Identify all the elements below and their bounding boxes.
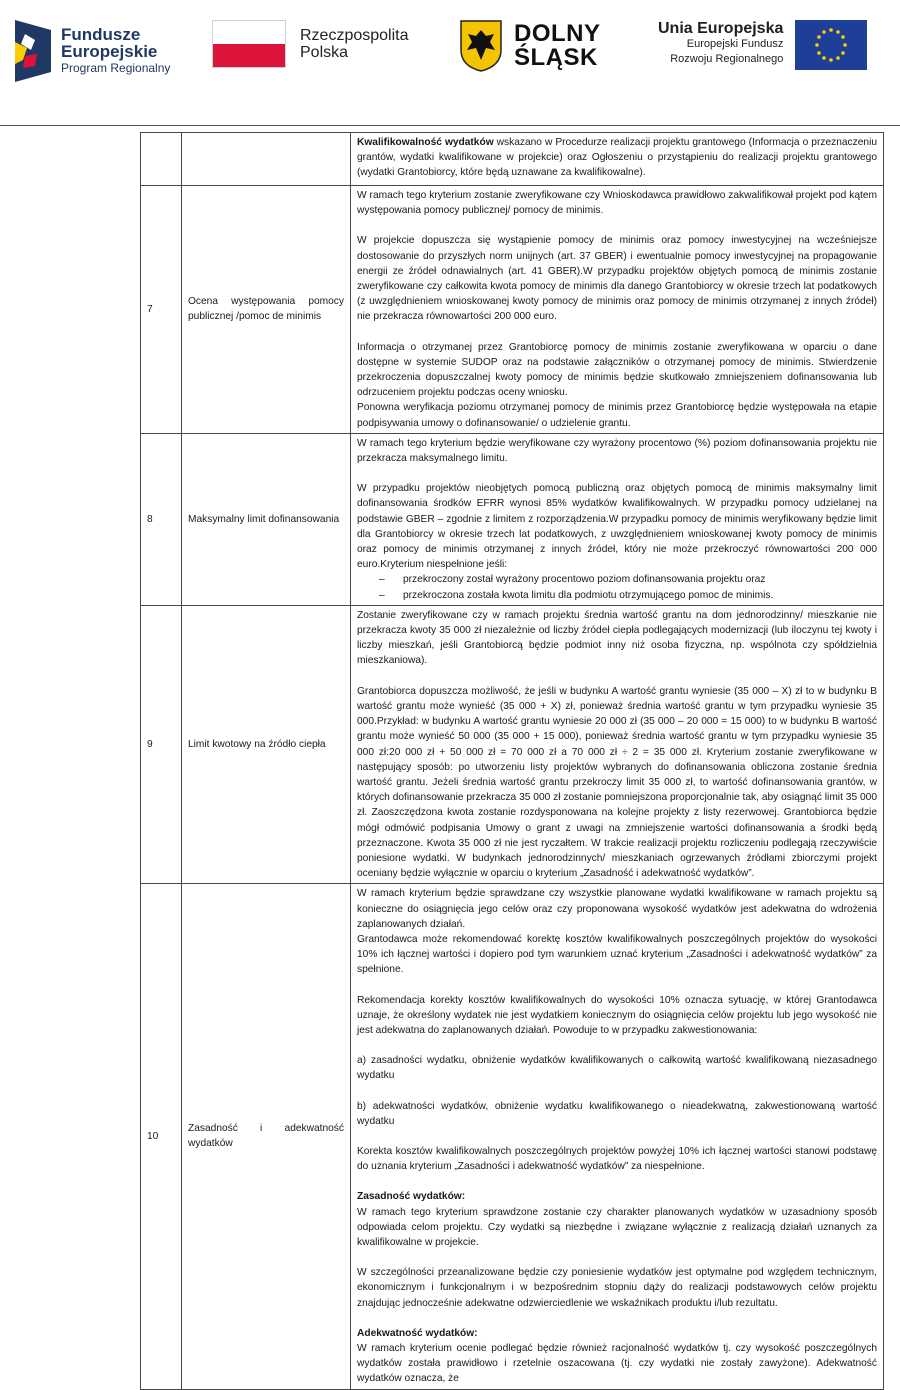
page-header (0, 0, 900, 105)
logo-fundusze-europejskie (15, 20, 170, 82)
rp-line1: Rzeczpospolita (300, 27, 409, 44)
paragraph: W projekcie dopuszcza się wystąpienie pomocy de minimis oraz pomocy inwestycyjnej na wcześniejsze dostosowanie do przyszłych norm unijnych (art. 37 GBER) i ewentualnie pomocy inwestycyjnej na propagowanie energii ze źródeł odnawialnych (art. 41 GBER).W przypadku projektów objętych pomocą de minimis zostanie zweryfikowane czy całkowita kwota pomocy de minimis dla danego Grantobiorcy w okresie trzech lat podatkowych (z uwzględnieniem wnioskowanej kwoty pomocy de minimis oraz pomocy de minimis otrzymanej z innych źródeł) nie przekracza równowartości 200 000 euro. (357, 235, 877, 323)
criterion-number: 7 (141, 186, 182, 434)
list-item: – przekroczony został wyrażony procentowo poziom dofinansowania projektu oraz (379, 572, 877, 587)
criterion-number: 10 (141, 884, 182, 1389)
rp-line2: Polska (300, 44, 349, 61)
table-row (141, 133, 884, 186)
header-divider (0, 125, 900, 126)
section-heading: Adekwatność wydatków: (357, 1327, 478, 1339)
paragraph: Rekomendacja korekty kosztów kwalifikowalnych do wysokości 10% oznacza sytuację, w której Grantodawca uznaje, że określony wydatek nie jest wydatkiem koniecznym do osiągnięcia celów projektu lub jego wysokość nie jest adekwatna do zaplanowanych działań. Powoduje to w przypadku zakwestionowania: (357, 994, 877, 1036)
paragraph: W ramach tego kryterium zostanie zweryfikowane czy Wnioskodawca prawidłowo zakwalifikował projekt pod kątem występowania pomocy publicznej/ pomocy de minimis. (357, 190, 877, 217)
criterion-description (351, 884, 884, 1389)
paragraph: Grantodawca może rekomendować korektę kosztów kwalifikowalnych poszczególnych projektów do wysokości 10% ich łącznej wartości i dopiero pod tym warunkiem uznać kryterium „Zasadności i adekwatność wydatków” za spełnione. (357, 933, 877, 976)
paragraph: W ramach tego kryterium sprawdzone zostanie czy charakter planowanych wydatków w uzasadniony sposób odpowiada celom projektu. Czy wydatki są niezbędne i związane wyłącznie z realizacją działań uznanych za kwalifikowalne w projekcie. (357, 1206, 877, 1248)
table-row (141, 433, 884, 605)
criterion-description (351, 186, 884, 434)
criteria-table (140, 132, 884, 1390)
eagle-shield-icon (460, 20, 502, 72)
ds-line1: DOLNY (514, 20, 601, 47)
kwalifikowalnosc-label: Kwalifikowalność wydatków (357, 137, 494, 148)
criterion-name: Maksymalny limit dofinansowania (182, 433, 351, 605)
criterion-description (351, 605, 884, 883)
paragraph: Zostanie zweryfikowane czy w ramach projektu średnia wartość grantu na dom jednorodzinny/ mieszkanie nie przekracza kwoty 35 000 zł niezależnie od liczby źródeł ciepła podlegających modernizacji (lub iloczynu tej kwoty i liczby mieszkań, jeśli Grantobiorcą będzie podmiot inny niż osoba fizyczna, np. wspólnota czy spółdzielnia mieszkaniowa). (357, 609, 877, 667)
polish-flag-icon (212, 20, 286, 68)
criterion-number (141, 133, 182, 186)
criterion-number: 9 (141, 605, 182, 883)
paragraph: Korekta kosztów kwalifikowalnych poszczególnych projektów powyżej 10% ich łącznej wartości stanowi podstawę do uznania kryterium „Zasadności i adekwatność wydatków” za niespełnione. (357, 1145, 877, 1173)
logo-dolny-slask (460, 20, 601, 72)
table-row (141, 884, 884, 1389)
table-row (141, 605, 884, 883)
fe-line1: Fundusze (61, 24, 141, 44)
list-item: – przekroczona została kwota limitu dla podmiotu otrzymującego pomoc de minimis. (379, 588, 877, 603)
logo-rzeczpospolita-polska (212, 20, 409, 68)
eu-flag-icon (795, 20, 867, 70)
paragraph: W szczególności przeanalizowane będzie czy poniesienie wydatków jest optymalne pod względem technicznym, ekonomicznym i funkcjonalnym i w bezpośrednim stopniu dąży do realizacji podstawowych celów projektu znajdując jednocześnie adekwatne odzwierciedlenie we wskaźnikach produktu i/lub rezultatu. (357, 1267, 877, 1309)
paragraph: a) zasadności wydatku, obniżenie wydatków kwalifikowanych o całkowitą wartość kwalifikowaną niezasadnego wydatku (357, 1055, 877, 1082)
criterion-name: Limit kwotowy na źródło ciepła (182, 605, 351, 883)
criterion-name: Ocena występowania pomocy publicznej /pomoc de minimis (182, 186, 351, 434)
criterion-description (351, 133, 884, 186)
paragraph: Ponowna weryfikacja poziomu otrzymanej pomocy de minimis przez Grantobiorcę będzie występowała na etapie podpisywania umowy o dofinansowanie/ o udzielenie grantu. (357, 402, 877, 429)
paragraph: Informacja o otrzymanej przez Grantobiorcę pomocy de minimis zostanie zweryfikowana w oparciu o dane dostępne w systemie SUDOP oraz na podstawie załączników o otrzymanej pomocy de minimis. Stwierdzenie przekroczenia dopuszczalnej kwoty pomocy de minimis będzie skutkowało zmniejszeniem dofinansowania lub odrzuceniem projektu podczas oceny wniosku. (357, 341, 877, 399)
ue-line1: Unia Europejska (658, 20, 784, 37)
paragraph: W ramach kryterium ocenie podlegać będzie również racjonalność wydatków tj. czy wysokość poszczególnych wydatków została prawidłowo i rzetelnie oszacowana (tj. czy wydatki nie zostały zawyżone). Adekwatność wydatków oznacza, że (357, 1343, 877, 1385)
table-row (141, 186, 884, 434)
ue-line2: Europejski Fundusz (686, 38, 784, 50)
logo-unia-europejska (658, 20, 867, 70)
fe-line2: Europejskie (61, 41, 158, 61)
paragraph: Grantobiorca dopuszcza możliwość, że jeśli w budynku A wartość grantu wyniesie (35 000 – X) zł to w budynku B wartość grantu może wynieść (35 000 + X) zł, ponieważ średnia wartość grantu w tym przypadku wyniesie 35 000.Przykład: w budynku A wartość grantu wyniesie 20 000 zł (35 000 – 20 000 = 15 000) to w budynku B wartość grantu może wynieść 50 000 (35 000 + 15 000), ponieważ średnia wartość grantu w tym przypadku wyniesie 35 000 zł:20 000 zł + 50 000 zł = 70 000 zł a 70 000 zł ÷ 2 = 35 000 zł. Kryterium zostanie zweryfikowane w następujący sposób: po utworzeniu listy projektów wybranych do dofinansowania obliczona zostanie średnia wartość grantu. Jeżeli średnia wartość grantu przekroczy limit 35 000 zł, to wartość dofinansowania grantów, w których dofinansowanie przekracza 35 000 zł zostanie pomniejszona proporcjonalnie tak, aby osiągnąć limit 35 000 zł. Zaoszczędzona kwota zostanie rozdysponowana na kolejne projekty z listy rezerwowej. Grantobiorca będzie mógł odmówić podpisania Umowy o grant z uwagi na zmniejszenie wartości dofinansowania a środki będą przeznaczone. Kwota 35 000 zł nie jest ryczałtem. W trakcie realizacji projektu rozliczeniu podlegają rzeczywiście poniesione wydatki. W budynkach jednorodzinnych/ mieszkaniach ogrzewanych źródłami zbiorczymi projekt oceniany będzie wyłącznie w oparciu o kryterium „Zasadność i adekwatność wydatków”. (357, 685, 877, 880)
paragraph: W przypadku projektów nieobjętych pomocą publiczną oraz objętych pomocą de minimis maksymalny limit dofinansowania środków EFRR wynosi 85% wydatków kwalifikowalnych. W przypadku pomocy udzielanej na podstawie GBER – zgodnie z limitem z rozporządzenia.W przypadku pomocy de minimis weryfikowany będzie limit dla Grantobiorcy w okresie trzech lat podatkowych, z uwzględnieniem wnioskowanej kwoty pomocy de minimis oraz pomocy de minimis otrzymanej z innych źródeł, który nie może przekroczyć równowartości 200 000 euro.Kryterium niespełnione jeśli: (357, 483, 877, 571)
ds-line2: ŚLĄSK (514, 44, 598, 71)
paragraph: W ramach kryterium będzie sprawdzane czy wszystkie planowane wydatki kwalifikowane w ramach projektu są konieczne do osiągnięcia jego celów oraz czy proponowana wysokość wydatków jest adekwatna do wdrożenia zaplanowanych działań. (357, 888, 877, 930)
kwalifikowalnosc-text: wskazano w Procedurze realizacji projektu grantowego (Informacja o przeznaczeniu grantów, wydatki kwalifikowane w projekcie) oraz Ogłoszeniu o przystąpieniu do realizacji projektu grantowego (wydatki Grantobiorcy, które będą uznawane za kwalifikowalne). (357, 137, 877, 179)
bullet-list (357, 572, 877, 602)
criterion-name (182, 133, 351, 186)
section-heading: Zasadność wydatków: (357, 1191, 466, 1203)
criterion-description (351, 433, 884, 605)
paragraph: W ramach tego kryterium będzie weryfikowane czy wyrażony procentowo (%) poziom dofinansowania projektu nie przekracza maksymalnego limitu. (357, 437, 877, 465)
criterion-name: Zasadność i adekwatność wydatków (182, 884, 351, 1389)
fundusze-europejskie-star-icon (15, 20, 51, 82)
criterion-number: 8 (141, 433, 182, 605)
fe-line3: Program Regionalny (61, 60, 171, 75)
paragraph: b) adekwatności wydatków, obniżenie wydatku kwalifikowanego o nieadekwatną, zakwestionowaną wartość wydatku (357, 1100, 877, 1127)
ue-line3: Rozwoju Regionalnego (670, 53, 784, 65)
